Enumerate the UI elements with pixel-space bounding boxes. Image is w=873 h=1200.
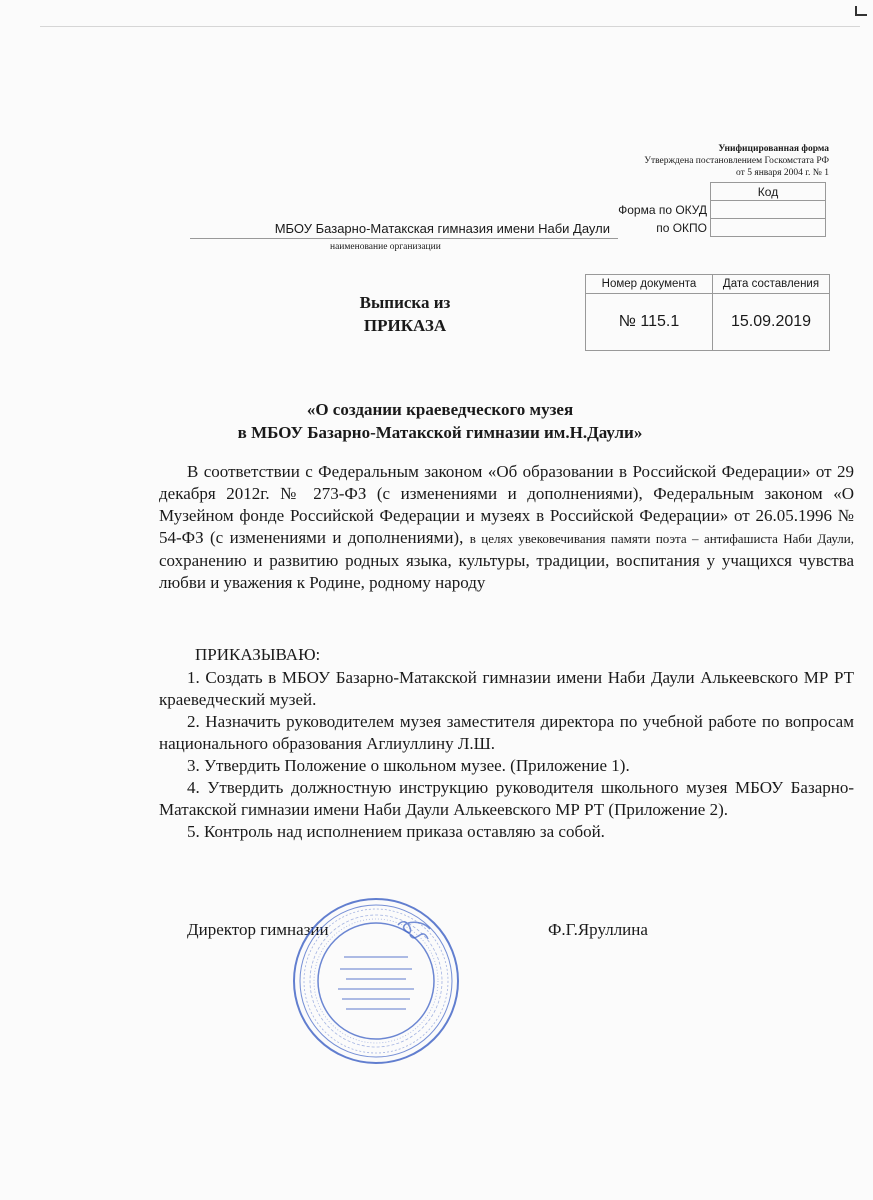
organization-caption: наименование организации — [330, 242, 441, 252]
scan-edge-line — [40, 26, 860, 27]
organization-name: МБОУ Базарно-Матакская гимназия имени Наби Даули — [190, 220, 618, 239]
form-approved-date: от 5 января 2004 г. № 1 — [736, 168, 829, 178]
order-heading: ПРИКАЗЫВАЮ: — [195, 645, 321, 664]
okud-label: Форма по ОКУД — [618, 202, 707, 217]
order-item: 2. Назначить руководителем музея заместителя директора по учебной работе по вопросам национального образования Аглиуллину Л.Ш. — [159, 712, 854, 753]
codes-header: Код — [711, 183, 826, 201]
order-items — [159, 667, 854, 843]
scan-corner-mark — [855, 6, 867, 16]
preamble-part1: В соответствии с Федеральным законом «Об образовании в Российской Федерации» от 29 декабря 2012г. № 273-ФЗ (с изменениями и дополнениями), Федеральным законом «О Музейном фонде Российской Федерации и музеях в Российской Федерации» от 26.05.1996 № 54-ФЗ (с изменениями и дополнениями), — [159, 462, 854, 547]
document-type-line2: ПРИКАЗА — [363, 316, 447, 335]
order-title — [120, 398, 760, 444]
okpo-value — [711, 219, 826, 237]
preamble-paragraph — [159, 461, 854, 594]
organization-stamp-icon — [290, 895, 462, 1067]
codes-table — [604, 182, 826, 237]
document-date: 15.09.2019 — [713, 294, 830, 351]
preamble-part2: в целях увековечивания памяти поэта – антифашиста Наби Даули, — [469, 531, 854, 546]
okud-value — [711, 201, 826, 219]
order-title-line2: в МБОУ Базарно-Матакской гимназии им.Н.Даули» — [237, 423, 643, 442]
date-label: Дата составления — [713, 275, 830, 294]
form-title: Унифицированная форма — [718, 144, 829, 154]
form-approved: Утверждена постановлением Госкомстата РФ — [644, 156, 829, 166]
signature-position: Директор гимназии — [187, 920, 329, 939]
document-number-table — [585, 274, 830, 351]
preamble-part3: сохранению и развитию родных языка, культуры, традиции, воспитания у учащихся чувства любви и уважения к Родине, родному народу — [159, 551, 854, 592]
document-type-line1: Выписка из — [359, 293, 451, 312]
order-item: 5. Контроль над исполнением приказа оставляю за собой. — [187, 822, 605, 841]
signature-name: Ф.Г.Яруллина — [548, 920, 648, 939]
order-item: 1. Создать в МБОУ Базарно-Матакской гимназии имени Наби Даули Алькеевского МР РТ краеведческий музей. — [159, 668, 854, 709]
order-item: 3. Утвердить Положение о школьном музее. (Приложение 1). — [187, 756, 630, 775]
number-label: Номер документа — [586, 275, 713, 294]
document-type — [330, 291, 480, 337]
unified-form-header — [529, 143, 829, 179]
okpo-label: по ОКПО — [656, 220, 707, 235]
document-number: № 115.1 — [586, 294, 713, 351]
order-item: 4. Утвердить должностную инструкцию руководителя школьного музея МБОУ Базарно-Матакской гимназии имени Наби Даули Алькеевского МР РТ (Приложение 2). — [159, 778, 854, 819]
order-title-line1: «О создании краеведческого музея — [306, 400, 574, 419]
